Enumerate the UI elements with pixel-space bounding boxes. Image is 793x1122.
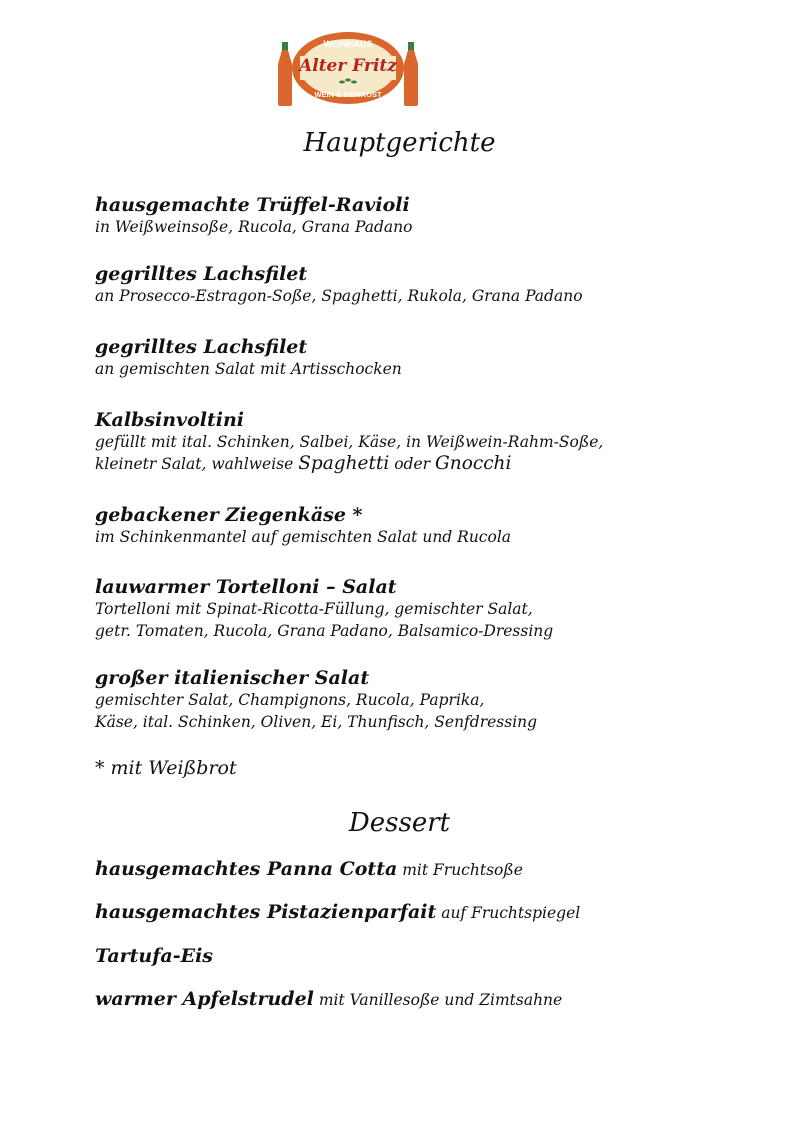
dish-item <box>95 263 735 307</box>
dessert-item <box>95 858 523 880</box>
dish-name: hausgemachte Trüffel-Ravioli <box>95 194 410 216</box>
dish-name: großer italienischer Salat <box>95 667 370 689</box>
desc-text: kleinetr Salat, wahlweise <box>95 455 299 473</box>
footnote: * mit Weißbrot <box>95 757 237 779</box>
dish-item <box>95 576 735 642</box>
dessert-description: mit Vanillesoße und Zimtsahne <box>313 991 563 1009</box>
dish-description: im Schinkenmantel auf gemischten Salat und Rucola <box>95 528 512 546</box>
dessert-item <box>95 988 562 1010</box>
dessert-name: hausgemachtes Panna Cotta <box>95 858 398 880</box>
logo-top-text: WEINHAUS <box>323 39 373 49</box>
main-heading: Hauptgerichte <box>303 128 496 158</box>
pasta-option: Gnocchi <box>435 453 512 474</box>
pasta-option: Spaghetti <box>298 453 390 474</box>
dessert-item <box>95 945 213 967</box>
wine-bottle-right-icon <box>404 42 418 106</box>
dish-description-line2: Käse, ital. Schinken, Oliven, Ei, Thunfisch, Senfdressing <box>95 713 538 731</box>
dessert-heading: Dessert <box>348 808 451 838</box>
dish-description: an Prosecco-Estragon-Soße, Spaghetti, Rukola, Grana Padano <box>95 287 583 305</box>
dish-item <box>95 667 735 733</box>
dish-item <box>95 194 735 238</box>
dish-description: an gemischten Salat mit Artisschocken <box>95 360 402 378</box>
wine-bottle-left-icon <box>278 42 292 106</box>
dessert-name: warmer Apfelstrudel <box>95 988 314 1010</box>
dish-description: gemischter Salat, Champignons, Rucola, Paprika, <box>95 691 485 709</box>
dessert-name: Tartufa-Eis <box>95 945 213 967</box>
dish-description: gefüllt mit ital. Schinken, Salbei, Käse, in Weißwein-Rahm-Soße, <box>95 433 604 451</box>
dessert-description: auf Fruchtspiegel <box>436 904 581 922</box>
dish-name: gegrilltes Lachsfilet <box>95 263 308 285</box>
dish-name: lauwarmer Tortelloni – Salat <box>95 576 397 598</box>
dessert-item <box>95 901 580 923</box>
dish-description-line2 <box>95 453 735 475</box>
dish-name: gebackener Ziegenkäse * <box>95 504 363 526</box>
logo-name: Alter Fritz <box>299 56 397 76</box>
dessert-name: hausgemachtes Pistazienparfait <box>95 901 437 923</box>
dish-description: Tortelloni mit Spinat-Ricotta-Füllung, gemischter Salat, <box>95 600 533 618</box>
dish-item <box>95 409 735 475</box>
weinhaus-alter-fritz-logo <box>278 30 418 108</box>
dessert-description: mit Fruchtsoße <box>397 861 523 879</box>
dish-description: in Weißweinsoße, Rucola, Grana Padano <box>95 218 413 236</box>
dish-name: gegrilltes Lachsfilet <box>95 336 308 358</box>
dish-item <box>95 504 735 548</box>
desc-text: oder <box>389 455 435 473</box>
logo-bottom-text: WEIN & FEINKOST <box>314 90 382 99</box>
dish-description-line2: getr. Tomaten, Rucola, Grana Padano, Balsamico-Dressing <box>95 622 554 640</box>
dish-name: Kalbsinvoltini <box>95 409 245 431</box>
dish-item <box>95 336 735 380</box>
